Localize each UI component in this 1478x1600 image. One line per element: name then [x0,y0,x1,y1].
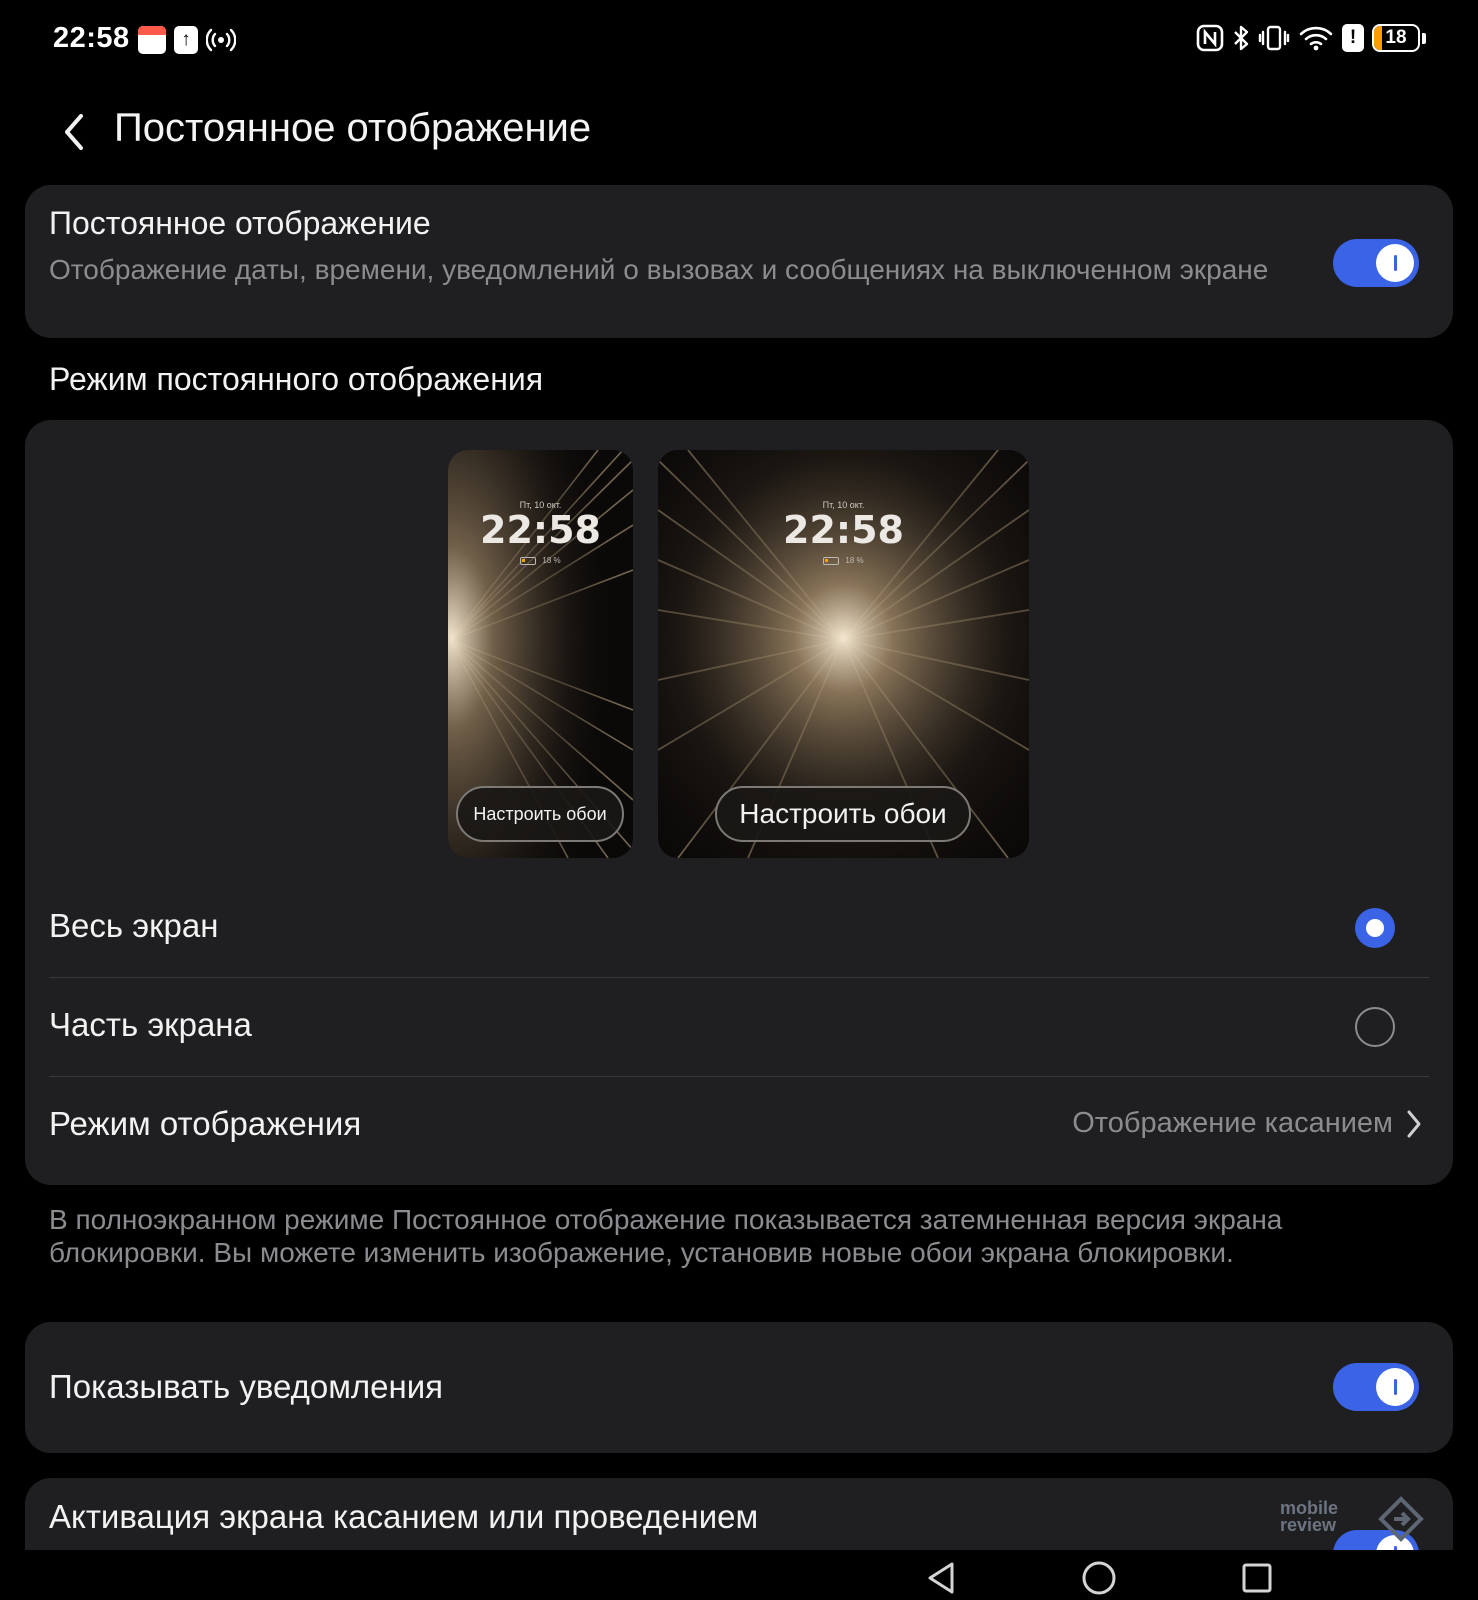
preview-part-screen[interactable] [448,450,633,858]
aod-toggle-description: Отображение даты, времени, уведомлений о вызовах и сообщениях на выключенном экране [49,254,1269,285]
aod-toggle-switch[interactable] [1333,239,1419,287]
watermark-line1: mobile [1280,1498,1339,1518]
toggle-knob [1376,1368,1414,1406]
wifi-icon [1298,24,1334,52]
status-right-icons [1196,24,1426,52]
preview-date: Пт, 10 окт. [519,500,562,510]
mode-section-label: Режим постоянного отображения [49,361,544,397]
radio-full-screen[interactable] [1355,908,1395,948]
customize-wallpaper-button[interactable]: Настроить обои [715,786,971,842]
battery-fill [1374,26,1382,50]
watermark-logo-icon [1378,1496,1424,1542]
display-mode-value: Отображение касанием [1072,1107,1393,1139]
nfc-icon [1196,24,1224,52]
navigation-bar [0,1550,1478,1600]
option-part-screen-label: Часть экрана [49,1006,252,1043]
option-full-screen-label: Весь экран [49,907,219,944]
preview-battery-text: 18 % [542,556,561,565]
battery-tip [1422,33,1426,44]
back-button[interactable] [52,104,96,160]
preview-date: Пт, 10 окт. [822,500,865,510]
option-part-screen[interactable] [49,978,1429,1076]
preview-clock: 22:58 [783,508,904,552]
preview-full-screen[interactable] [658,450,1029,858]
customize-wallpaper-button-small[interactable]: Настроить обои [456,786,624,842]
watermark-line2: review [1280,1515,1337,1535]
status-left-icons [138,26,236,54]
nav-home-button[interactable] [1079,1558,1119,1598]
nav-recents-button[interactable] [1237,1558,1277,1598]
display-mode-row[interactable] [49,1077,1429,1175]
aod-toggle-title: Постоянное отображение [49,205,431,241]
activation-label: Активация экрана касанием или проведением [49,1498,759,1535]
status-bar [0,0,1478,80]
toggle-knob [1376,244,1414,282]
hotspot-icon [206,27,236,53]
battery-icon [1372,24,1420,52]
show-notifications-label: Показывать уведомления [49,1368,444,1405]
upload-icon: ↑ [174,26,198,54]
radio-part-screen[interactable] [1355,1007,1395,1047]
alert-icon: ! [1342,24,1364,52]
mini-battery-icon [823,557,839,565]
watermark-text [1280,1500,1338,1534]
recents-square-icon [1241,1562,1273,1594]
aod-toggle-card[interactable] [25,185,1453,338]
show-notifications-switch[interactable] [1333,1363,1419,1411]
chevron-left-icon [61,112,87,152]
full-screen-footnote: В полноэкранном режиме Постоянное отображение показывается затемненная версия экрана блокировки. Вы можете изменить изображение, установив новые обои экрана блокировки. [49,1204,1283,1268]
calendar-icon [138,26,166,54]
option-full-screen[interactable] [49,879,1429,977]
show-notifications-card[interactable] [25,1322,1453,1453]
page-title: Постоянное отображение [114,106,592,150]
preview-battery-text: 18 % [845,556,864,565]
app-header [0,92,1478,172]
back-triangle-icon [925,1561,957,1595]
preview-battery [658,556,1029,565]
preview-battery [448,556,633,565]
display-mode-label: Режим отображения [49,1105,362,1142]
bluetooth-icon [1232,24,1250,52]
aod-mode-card [25,420,1453,1185]
mini-battery-icon [520,557,536,565]
battery-level: 18 [1385,27,1407,48]
preview-clock: 22:58 [480,508,601,552]
status-time: 22:58 [53,22,130,54]
chevron-right-icon [1405,1109,1423,1139]
vibrate-icon [1258,24,1290,52]
nav-back-button[interactable] [921,1558,961,1598]
home-circle-icon [1081,1560,1117,1596]
